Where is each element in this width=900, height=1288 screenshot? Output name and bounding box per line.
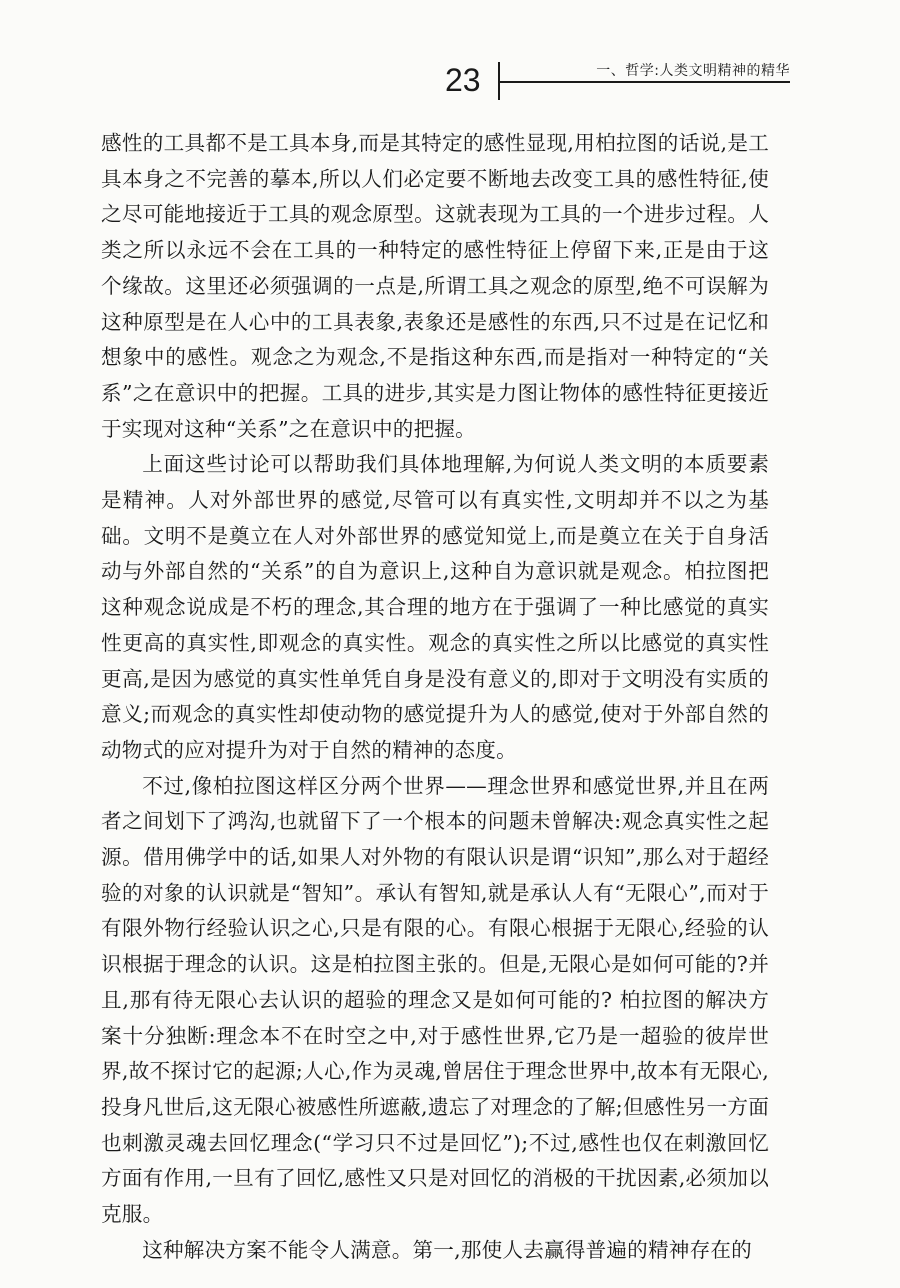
paragraph: 不过,像柏拉图这样区分两个世界——理念世界和感觉世界,并且在两者之间划下了鸿沟,也就留下了一个根本的问题未曾解决:观念真实性之起源。借用佛学中的话,如果人对外物的有限认识是谓“识知”,那么对于超经验的对象的认识就是“智知”。承认有智知,就是承认人有“无限心”,而对于有限外物行经验认识之心,只是有限的心。有限心根据于无限心,经验的认识根据于理念的认识。这是柏拉图主张的。但是,无限心是如何可能的?并且,那有待无限心去认识的超验的理念又是如何可能的? 柏拉图的解决方案十分独断:理念本不在时空之中,对于感性世界,它乃是一超验的彼岸世界,故不探讨它的起源;人心,作为灵魂,曾居住于理念世界中,故本有无限心,投身凡世后,这无限心被感性所遮蔽,遗忘了对理念的了解;但感性另一方面也刺激灵魂去回忆理念(“学习只不过是回忆”);不过,感性也仅在刺激回忆方面有作用,一旦有了回忆,感性又只是对回忆的消极的干扰因素,必须加以克服。 — [101, 773, 769, 1227]
page-header — [0, 0, 900, 110]
page-number: 23 — [445, 62, 481, 98]
running-head: 一、哲学:人类文明精神的精华 — [596, 63, 790, 79]
paragraph: 感性的工具都不是工具本身,而是其特定的感性显现,用柏拉图的话说,是工具本身之不完善的摹本,所以人们必定要不断地去改变工具的感性特征,使之尽可能地接近于工具的观念原型。这就表现为工具的一个进步过程。人类之所以永远不会在工具的一种特定的感性特征上停留下来,正是由于这个缘故。这里还必须强调的一点是,所谓工具之观念的原型,绝不可误解为这种原型是在人心中的工具表象,表象还是感性的东西,只不过是在记忆和想象中的感性。观念之为观念,不是指这种东西,而是指对一种特定的“关系”之在意识中的把握。工具的进步,其实是力图让物体的感性特征更接近于实现对这种“关系”之在意识中的把握。 — [101, 131, 769, 441]
body-text — [101, 126, 769, 1269]
header-rule — [498, 81, 790, 83]
paragraph: 上面这些讨论可以帮助我们具体地理解,为何说人类文明的本质要素是精神。人对外部世界的感觉,尽管可以有真实性,文明却并不以之为基础。文明不是奠立在人对外部世界的感觉知觉上,而是奠立在关于自身活动与外部自然的“关系”的自为意识上,这种自为意识就是观念。柏拉图把这种观念说成是不朽的理念,其合理的地方在于强调了一种比感觉的真实性更高的真实性,即观念的真实性。观念的真实性之所以比感觉的真实性更高,是因为感觉的真实性单凭自身是没有意义的,即对于文明没有实质的意义;而观念的真实性却使动物的感觉提升为人的感觉,使对于外部自然的动物式的应对提升为对于自然的精神的态度。 — [101, 452, 769, 762]
paragraph: 这种解决方案不能令人满意。第一,那使人去赢得普遍的精神存在的 — [142, 1237, 752, 1262]
